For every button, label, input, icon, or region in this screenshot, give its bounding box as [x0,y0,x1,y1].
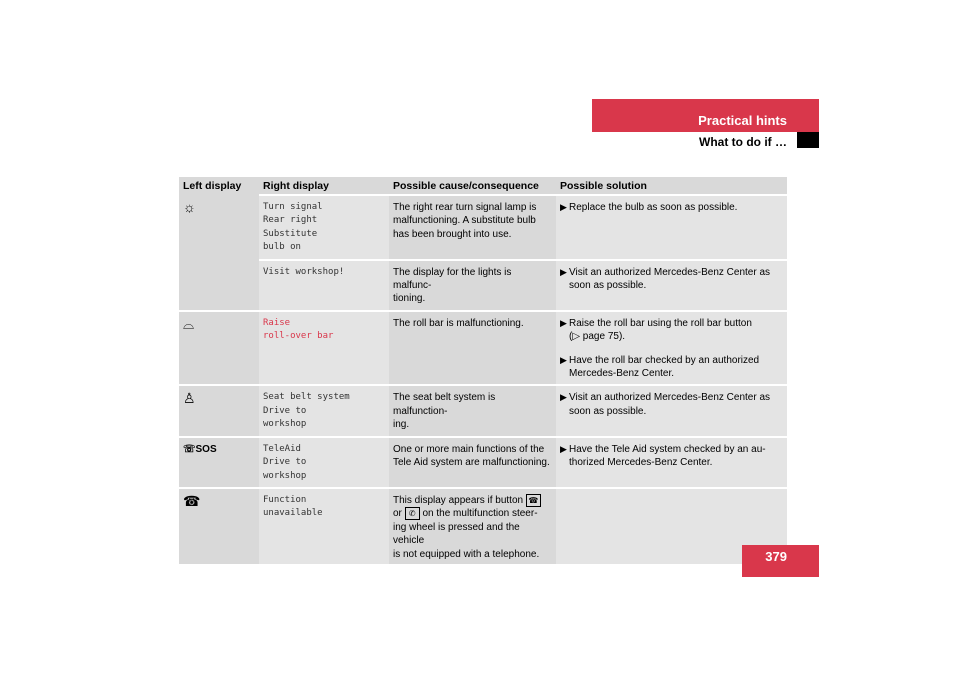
table-row [179,488,787,564]
solution-item: ▶ Have the Tele Aid system checked by an au- thorized Mercedes-Benz Center. [560,443,766,469]
column-header: Right display [259,177,389,195]
bullet-arrow-icon: ▶ [560,443,567,454]
section-title: Practical hints [698,113,787,128]
bullet-arrow-icon: ▶ [560,202,567,212]
solution-item: ▶ Visit an authorized Mercedes-Benz Center as soon as possible. [560,266,771,292]
table-row [179,311,787,386]
column-header: Possible cause/consequence [389,177,556,195]
table-row [179,195,787,260]
left-display-cell [179,311,259,386]
sos-phone-icon: ☏SOS [183,443,217,455]
left-display-cell [179,195,259,311]
phone-send-button-icon: ✆ [405,507,420,520]
troubleshooting-table [179,177,787,564]
table-row [179,385,787,436]
cause-text: The right rear turn signal lamp is malfunctioning. A substitute bulb has been brought into use. [393,202,537,240]
solution-item: ▶ Have the roll bar checked by an authorized Mercedes-Benz Center. [560,354,760,380]
cause-text: The seat belt system is malfunction- ing. [393,392,496,431]
solution-item: ▶ Visit an authorized Mercedes-Benz Center as soon as possible. [560,392,771,417]
right-display-text: Turn signal Rear right Substitute bulb on [263,202,323,253]
phone-hangup-icon: ☎ [183,492,201,509]
column-header: Left display [179,177,259,195]
phone-end-button-icon: ☎ [526,494,541,507]
cause-text: One or more main functions of the Tele Aid system are malfunctioning. [393,443,550,469]
seat-belt-icon: ♙ [183,390,196,407]
right-display-text: Function unavailable [263,494,323,519]
page-number-box [742,545,819,577]
section-subtitle: What to do if … [699,135,787,149]
page-number: 379 [765,549,787,564]
solution-item: ▶ Raise the roll bar using the roll bar button (▷ page 75). [560,317,752,343]
turn-signal-lamp-icon: ☼ [183,199,196,215]
table-header-row [179,177,787,195]
cause-text: The roll bar is malfunctioning. [393,317,524,329]
column-header: Possible solution [556,177,787,195]
left-display-cell [179,437,259,488]
table-row [179,260,787,311]
left-display-cell [179,385,259,436]
bullet-arrow-icon: ▶ [560,266,567,277]
bullet-arrow-icon: ▶ [560,354,567,365]
cause-text: The display for the lights is malfunc- tioning. [393,266,512,305]
right-display-text: Raise roll-over bar [263,317,334,342]
cause-text: This display appears if button ☎ or ✆ on the multifunction steer- ing wheel is pressed and the vehicle is not equipped with a telephone. [393,495,540,560]
header-bar [592,99,819,132]
roll-bar-icon: ⌓ [183,315,195,332]
header-subtitle-bar [592,132,819,148]
solution-item: ▶ Replace the bulb as soon as possible. [560,202,738,213]
table-row [179,437,787,488]
right-display-text: TeleAid Drive to workshop [263,443,307,481]
right-display-text: Seat belt system Drive to workshop [263,392,350,430]
bullet-arrow-icon: ▶ [560,317,567,328]
right-display-text: Visit workshop! [263,266,345,277]
header-marker [797,132,819,148]
left-display-cell [179,488,259,564]
bullet-arrow-icon: ▶ [560,392,567,403]
